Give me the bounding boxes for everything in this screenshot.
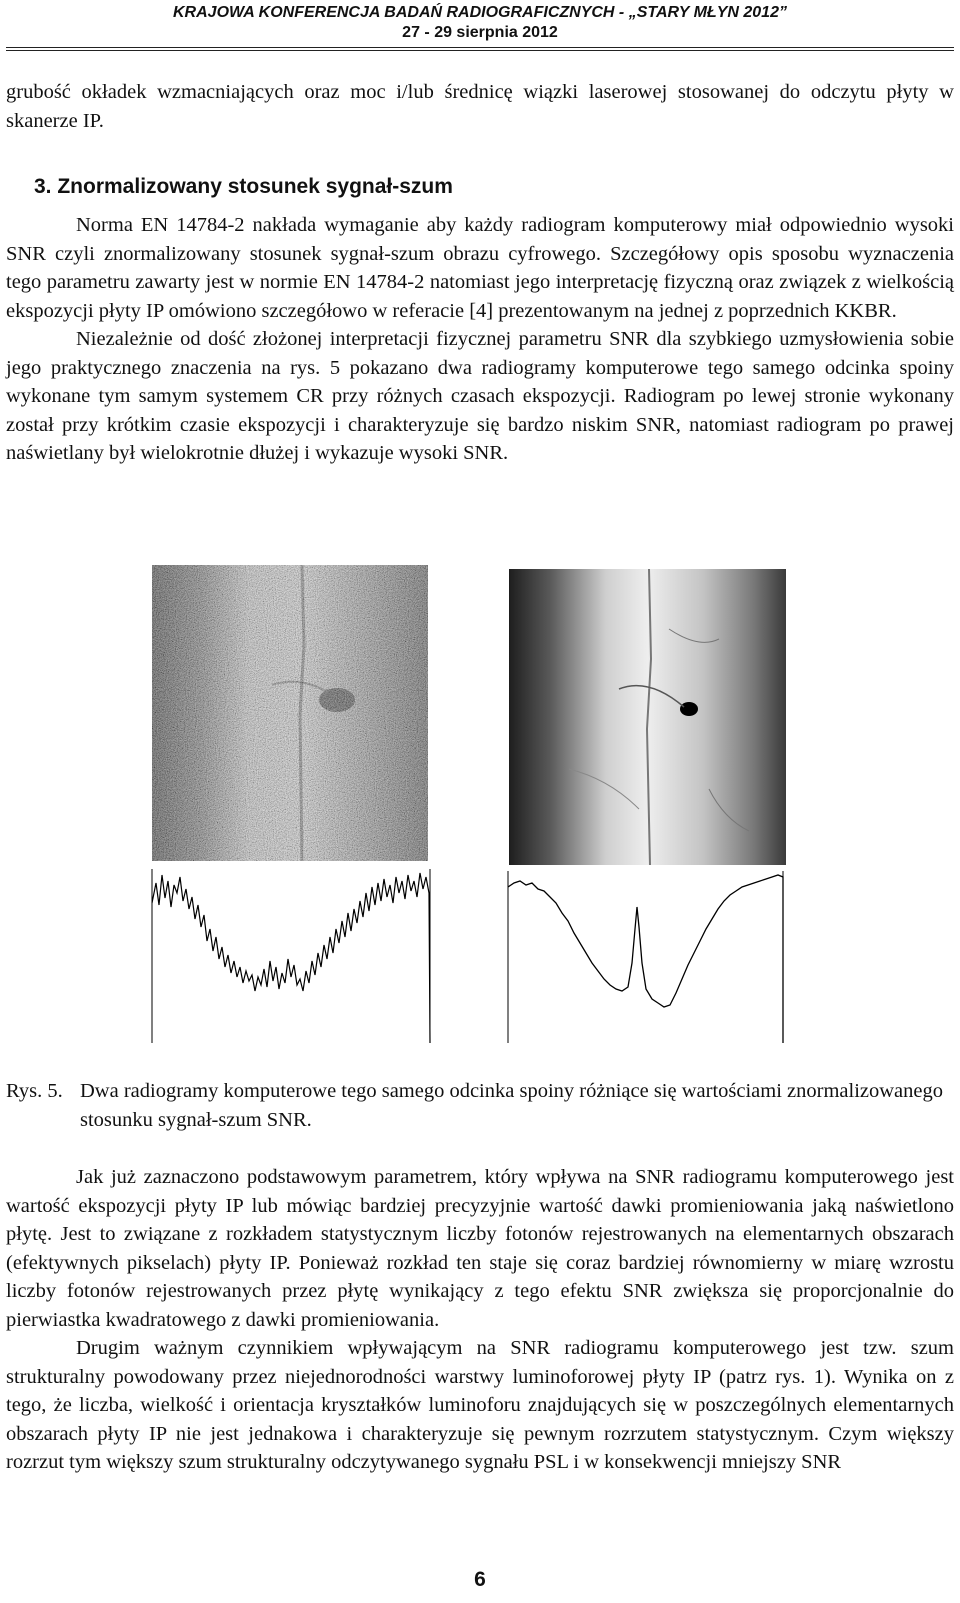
intro-text: grubość okładek wzmacniających oraz moc i/lub średnicę wiązki laserowej stosowanej do odczytu płyty w skanerze IP. [6,81,954,132]
conference-dates: 27 - 29 sierpnia 2012 [402,24,558,41]
profile-high-snr [504,867,788,1045]
section-paragraph-2: Niezależnie od dość złożonej interpretacji fizycznej parametru SNR dla szybkiego uzmysłowienia sobie jego praktycznego znaczenia na rys. 5 pokazano dwa radiogramy komputerowe tego samego odcinka spoiny wykonane tym samym systemem CR przy różnych czasach ekspozycji. Radiogram po lewej stronie wykonany został przy krótkim czasie ekspozycji i charakteryzuje się bardzo niskim SNR, natomiast radiogram po prawej naświetlany był wielokrotnie dłużej i wykazuje wysoki SNR. [6,328,954,464]
body-paragraph-1: Jak już zaznaczono podstawowym parametrem, który wpływa na SNR radiogramu komputerowego jest wartość ekspozycji płyty IP lub mówiąc bardziej precyzyjnie wartość dawki promieniowania jaką naświetlono płytę. Jest to związane z rozkładem statystycznym liczby fotonów rejestrowanych na elementarnych obszarach (efektywnych pikselach) płyty IP. Ponieważ rozkład ten staje się coraz bardziej równomierny w miarę wzrostu liczby fotonów rejestrowanych przez płytę wynikający z tego efektu SNR zwiększa się proporcjonalnie do pierwiastka kwadratowego z dawki promieniowania. [6,1166,954,1331]
section-heading: 3. Znormalizowany stosunek sygnał-szum [34,175,453,198]
body-text [6,1163,954,1477]
section-body [6,211,954,468]
body-paragraph-2: Drugim ważnym czynnikiem wpływającym na SNR radiogramu komputerowego jest tzw. szum strukturalny powodowany przez niejednorodności warstwy luminoforowej płyty IP (patrz rys. 1). Wynika on z tego, że liczba, wielkość i orientacja kryształków luminoforu znajdujących się w poszczególnych elementarnych obszarach płyty IP nie jest jednakowa i charakteryzuje się pewnym rozrzutem statystycznym. Czym większy rozrzut tym większy szum strukturalny odczytywanego sygnału PSL i w konsekwencji mniejszy SNR [6,1337,954,1473]
figure-caption-text: Dwa radiogramy komputerowe tego samego odcinka spoiny różniące się wartościami znormalizowanego stosunku sygnał-szum SNR. [80,1080,943,1131]
figure-label: Rys. 5. [6,1080,63,1102]
radiogram-low-snr [152,565,428,861]
conference-header: KRAJOWA KONFERENCJA BADAŃ RADIOGRAFICZNYCH - „STARY MŁYN 2012” [173,4,787,21]
profile-low-snr [148,863,434,1045]
profile-high-snr-line [508,875,783,1043]
intro-paragraph [6,78,954,135]
page-number: 6 [474,1568,486,1591]
header-rule [6,47,954,48]
radiogram-high-snr [509,569,786,865]
profile-low-snr-line [152,873,430,1043]
section-paragraph-1: Norma EN 14784-2 nakłada wymaganie aby każdy radiogram komputerowy miał odpowiednio wysoki SNR czyli znormalizowany stosunek sygnał-szum obrazu cyfrowego. Szczegółowy opis sposobu wyznaczenia tego parametru zawarty jest w normie EN 14784-2 natomiast jego interpretację fizyczną oraz związek z wielkością ekspozycji płyty IP omówiono szczegółowo w referacie [4] prezentowanym na jednej z poprzednich KKBR. [6,214,954,322]
header-rule-2 [6,50,954,51]
